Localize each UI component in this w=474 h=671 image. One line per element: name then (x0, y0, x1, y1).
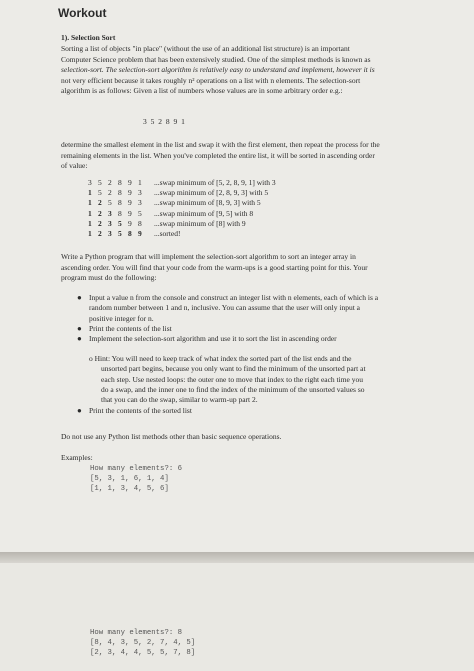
step-number: 5 (118, 229, 122, 239)
task-line: program must do the following: (61, 273, 157, 282)
step-row (88, 228, 276, 238)
step-number: 3 (138, 187, 142, 197)
step-note: ...swap minimum of [8, 9, 3] with 5 (154, 198, 261, 208)
bullet-icon: ● (77, 293, 82, 302)
intro-line: algorithm is as follows: Given a list of numbers whose values are in some arbitrary order e.g.: (61, 86, 343, 95)
list-item (75, 334, 378, 344)
step-number: 8 (118, 198, 122, 208)
list-item (75, 324, 378, 334)
step-number: 2 (98, 229, 102, 239)
step-number: 8 (118, 187, 122, 197)
hint-line: that you can do the swap, similar to warm-up part 2. (101, 395, 258, 405)
examples-label: Examples: (61, 453, 93, 462)
step-number: 1 (138, 177, 142, 187)
selection-sort-steps (88, 177, 276, 239)
step-number: 3 (108, 208, 112, 218)
requirement-text: Implement the selection-sort algorithm and use it to sort the list in ascending order (89, 334, 337, 344)
step-number: 9 (128, 208, 132, 218)
step-number: 8 (118, 208, 122, 218)
restriction-note (61, 432, 431, 443)
step-number: 5 (118, 218, 122, 228)
intro-line: Sorting a list of objects "in place" (without the use of an additional list structure) is an important (61, 44, 350, 53)
step-number: 9 (128, 177, 132, 187)
step-number: 1 (88, 218, 92, 228)
step-number: 3 (108, 229, 112, 239)
step-number: 9 (128, 198, 132, 208)
intro-line: Computer Science problem that has been extensively studied. One of the simplest methods is known as (61, 54, 371, 64)
step-number: 5 (108, 198, 112, 208)
task-line: Write a Python program that will implement the selection-sort algorithm to sort an integer array in (61, 252, 356, 261)
console-line: [1, 1, 3, 4, 5, 6] (90, 485, 169, 493)
worksheet-page-continued (0, 563, 474, 671)
step-note: ...swap minimum of [2, 8, 9, 3] with 5 (154, 187, 269, 197)
step-number: 1 (88, 229, 92, 239)
step-number: 9 (138, 229, 142, 239)
step-number: 3 (88, 177, 92, 187)
step-number: 5 (98, 187, 102, 197)
list-item (75, 406, 192, 416)
step-number: 8 (138, 218, 142, 228)
step-number: 2 (108, 177, 112, 187)
determine-paragraph (61, 140, 431, 172)
step-number: 5 (98, 177, 102, 187)
step-number: 3 (138, 198, 142, 208)
step-number: 1 (88, 198, 92, 208)
page-gap (0, 552, 474, 563)
step-number: 2 (98, 218, 102, 228)
step-row (88, 208, 276, 218)
console-line: [2, 3, 4, 4, 5, 5, 7, 8] (90, 649, 196, 657)
step-number: 3 (108, 218, 112, 228)
step-number: 2 (108, 187, 112, 197)
determine-line: of value: (61, 161, 88, 170)
step-note: ...sorted! (154, 229, 181, 239)
hint-line: each step. Use nested loops: the outer one to move that index to the right each time you (101, 374, 364, 384)
example-output-1 (90, 464, 182, 494)
requirements-list-end (75, 406, 192, 416)
console-line: How many elements?: 8 (90, 629, 182, 637)
bullet-icon: ● (77, 406, 82, 415)
determine-line: remaining elements in the list. When you've completed the entire list, it will be sorted in ascending order (61, 150, 375, 160)
step-row (88, 177, 276, 187)
step-row (88, 198, 276, 208)
determine-line: determine the smallest element in the list and swap it with the first element, then repeat the process for the (61, 140, 380, 149)
step-number: 8 (118, 177, 122, 187)
hint-line: unsorted part begins, because you only want to find the minimum of the unsorted part at (101, 364, 366, 374)
step-number: 9 (128, 187, 132, 197)
example-output-2 (90, 628, 195, 658)
bullet-icon: ● (77, 334, 82, 344)
step-note: ...swap minimum of [5, 2, 8, 9, 1] with 3 (154, 177, 276, 187)
list-item (75, 293, 378, 324)
requirement-text: Input a value n from the console and construct an integer list with n elements, each of which is a (89, 293, 379, 302)
step-number: 1 (88, 187, 92, 197)
console-line: [8, 4, 3, 5, 2, 7, 4, 5] (90, 639, 196, 647)
section-heading: 1). Selection Sort (61, 33, 116, 42)
page-title: Workout (58, 6, 107, 20)
requirement-text: positive integer for n. (89, 313, 154, 323)
step-number: 2 (98, 198, 102, 208)
requirement-text: Print the contents of the sorted list (89, 406, 192, 415)
step-number: 1 (88, 208, 92, 218)
hint-line: do a swap, and the inner one to find the index of the minimum of the unsorted values so (101, 384, 365, 394)
requirement-text: Print the contents of the list (89, 323, 172, 333)
step-number: 8 (128, 229, 132, 239)
console-line: [5, 3, 1, 6, 1, 4] (90, 475, 169, 483)
step-note: ...swap minimum of [9, 5] with 8 (154, 208, 254, 218)
hint-line: o Hint: You will need to keep track of what index the sorted part of the list ends and the (89, 354, 352, 363)
step-row (88, 218, 276, 228)
intro-line: not very efficient because it takes roughly n² operations on a list with n elements. The selection-sort (61, 75, 361, 85)
bullet-icon: ● (77, 323, 82, 333)
task-paragraph (61, 252, 431, 284)
restriction-text: Do not use any Python list methods other than basic sequence operations. (61, 432, 282, 441)
intro-line: selection-sort. The selection-sort algorithm is relatively easy to understand and implement, however it is (61, 65, 375, 74)
step-number: 9 (128, 218, 132, 228)
task-line u: ascending order. You will find that your code from the warm-ups is a good starting point for this. Your (61, 262, 368, 272)
hint-block (89, 354, 366, 405)
requirement-text: random number between 1 and n, inclusive. You can assume that the user will only input a (89, 303, 360, 313)
step-number: 2 (98, 208, 102, 218)
intro-paragraph (61, 44, 431, 97)
console-line: How many elements?: 6 (90, 465, 182, 473)
example-sequence: 3 5 2 8 9 1 (143, 117, 186, 126)
requirements-list (75, 293, 378, 344)
step-note: ...swap minimum of [8] with 9 (154, 218, 246, 228)
step-number: 5 (138, 208, 142, 218)
step-row (88, 187, 276, 197)
